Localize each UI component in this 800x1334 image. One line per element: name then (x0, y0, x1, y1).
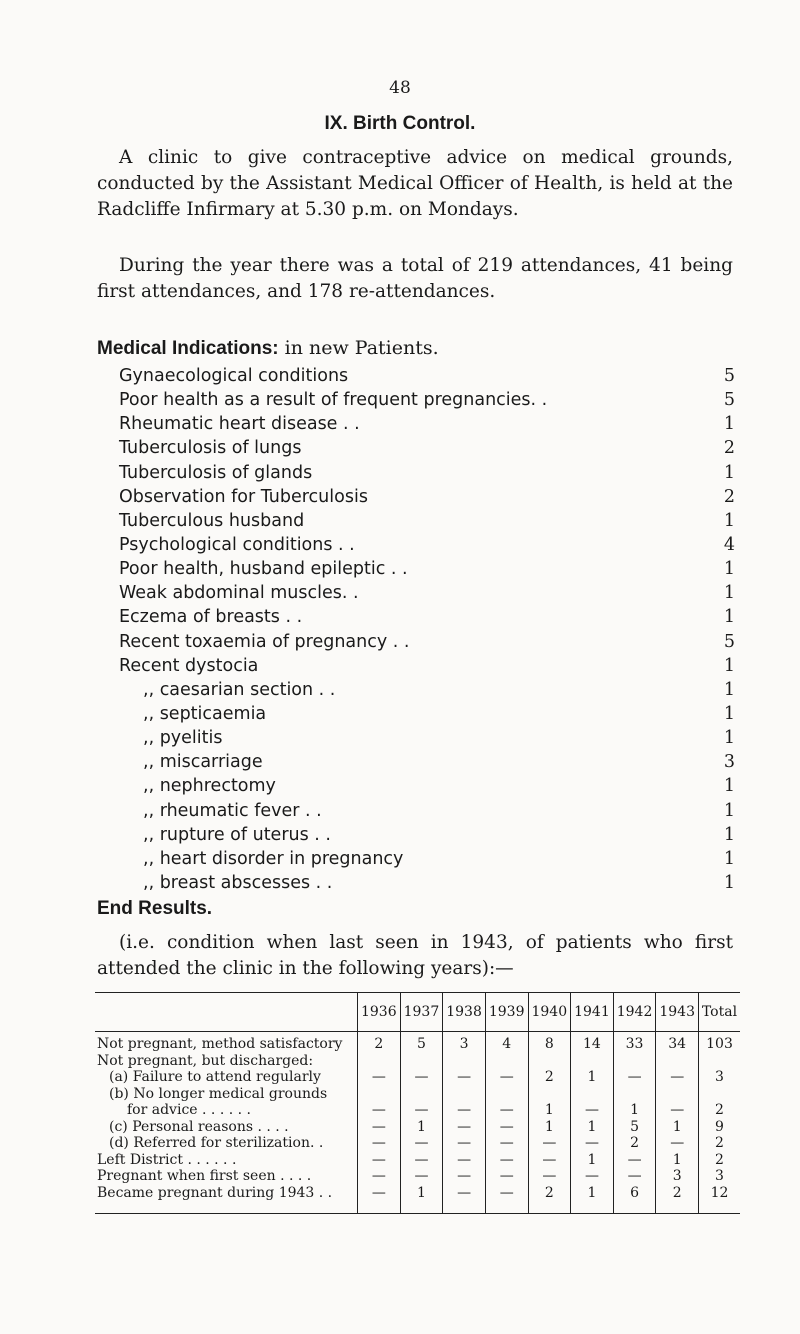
indication-count: 5 (723, 631, 735, 652)
indication-count: 1 (723, 559, 735, 580)
table-cell: — (485, 1135, 528, 1152)
indication-count: 1 (723, 607, 735, 628)
table-cell (656, 1053, 699, 1070)
indication-count: 1 (723, 462, 735, 483)
table-cell: 8 (528, 1032, 571, 1053)
table-cell (443, 1053, 486, 1070)
table-header-cell: 1940 (528, 993, 571, 1032)
row-label: (d) Referred for sterilization. . (109, 1135, 324, 1151)
clinic-paragraph: A clinic to give contraceptive advice on medical grounds, conducted by the Assistant Medical Officer of Health, is held at the Radcliffe Infirmary at 5.30 p.m. on Mondays. (97, 147, 733, 220)
indication-label: ,, pyelitis (143, 728, 223, 749)
indication-row (119, 412, 735, 436)
indication-row (119, 581, 735, 605)
indication-row (119, 871, 735, 895)
table-cell: — (358, 1119, 401, 1136)
table-cell (571, 1086, 614, 1103)
indication-count: 3 (723, 752, 735, 773)
table-cell (699, 1053, 741, 1070)
table-cell: — (613, 1152, 656, 1169)
table-cell: 1 (571, 1152, 614, 1169)
indication-label: ,, septicaemia (143, 703, 267, 724)
table-header-cell: 1937 (400, 993, 443, 1032)
table-cell: — (485, 1152, 528, 1169)
table-cell: — (358, 1185, 401, 1214)
table-cell: — (528, 1135, 571, 1152)
table-cell: 1 (528, 1119, 571, 1136)
table-header-row (95, 993, 740, 1032)
indication-row (119, 847, 735, 871)
table-cell: 2 (699, 1135, 741, 1152)
indication-count: 1 (723, 583, 735, 604)
medical-indications-list (119, 364, 735, 895)
indication-label: Weak abdominal muscles. . (119, 583, 359, 604)
indication-label: ,, heart disorder in pregnancy (143, 848, 404, 869)
indication-row (119, 702, 735, 726)
table-cell: 2 (699, 1102, 741, 1119)
table-cell: 1 (400, 1185, 443, 1214)
table-cell: 2 (656, 1185, 699, 1214)
table-cell: — (485, 1119, 528, 1136)
table-cell: — (443, 1135, 486, 1152)
indication-count: 1 (723, 824, 735, 845)
table-cell: — (358, 1069, 401, 1086)
table-cell: 1 (656, 1119, 699, 1136)
indication-label: Tuberculous husband (119, 510, 305, 531)
table-cell: — (443, 1102, 486, 1119)
indication-count: 1 (723, 800, 735, 821)
indication-label: Gynaecological conditions (119, 366, 349, 386)
indication-row (119, 654, 735, 678)
table-cell: 2 (613, 1135, 656, 1152)
table-header-cell: 1939 (485, 993, 528, 1032)
table-cell: 5 (400, 1032, 443, 1053)
indication-label: Poor health as a result of frequent pregnancies. . (119, 390, 548, 411)
indication-count: 5 (723, 390, 735, 411)
table-cell (613, 1053, 656, 1070)
indication-row (119, 678, 735, 702)
table-cell: — (528, 1152, 571, 1169)
table-cell (656, 1086, 699, 1103)
table-cell: 1 (613, 1102, 656, 1119)
table-cell: 1 (571, 1185, 614, 1214)
row-label: Became pregnant during 1943 . . (97, 1184, 333, 1201)
table-cell (528, 1086, 571, 1103)
indication-row (119, 388, 735, 412)
table-row (95, 1185, 740, 1214)
table-header-cell: 1942 (613, 993, 656, 1032)
table-row (95, 1069, 740, 1086)
indication-label: ,, breast abscesses . . (143, 872, 333, 893)
table-cell: 1 (400, 1119, 443, 1136)
medical-indications-heading-rest: in new Patients. (278, 337, 439, 359)
table-cell: — (485, 1069, 528, 1086)
table-cell: — (571, 1102, 614, 1119)
indication-label: Rheumatic heart disease . . (119, 414, 360, 435)
table-cell: 1 (656, 1152, 699, 1169)
table-cell: 12 (699, 1185, 741, 1214)
indication-label: Tuberculosis of lungs (119, 438, 302, 459)
table-cell: — (656, 1069, 699, 1086)
table-cell: — (358, 1168, 401, 1185)
indication-row (119, 485, 735, 509)
row-label: (c) Personal reasons . . . . (109, 1118, 289, 1135)
table-row (95, 1135, 740, 1152)
table-cell (699, 1086, 741, 1103)
table-cell: 3 (699, 1168, 741, 1185)
table-cell: — (358, 1152, 401, 1169)
table-cell: — (358, 1135, 401, 1152)
indication-count: 2 (723, 486, 735, 507)
row-label: for advice . . . . . . (127, 1102, 251, 1118)
table-header-cell: Total (699, 993, 741, 1032)
table-cell: 4 (485, 1032, 528, 1053)
table-body (95, 1032, 740, 1214)
table-cell: — (443, 1152, 486, 1169)
table-cell (400, 1086, 443, 1103)
indication-label: ,, caesarian section . . (143, 679, 336, 700)
table-cell: — (400, 1152, 443, 1169)
indication-label: ,, rheumatic fever . . (143, 800, 322, 821)
table-cell: — (571, 1168, 614, 1185)
section-title: IX. Birth Control. (324, 113, 476, 134)
end-results-heading: End Results. (97, 898, 213, 919)
table-row (95, 1032, 740, 1053)
row-label: (a) Failure to attend regularly (109, 1069, 321, 1085)
table-cell (485, 1053, 528, 1070)
table-cell: 3 (699, 1069, 741, 1086)
indication-row (119, 364, 735, 388)
table-cell: 9 (699, 1119, 741, 1136)
indication-count: 1 (723, 728, 735, 749)
table-cell: — (400, 1102, 443, 1119)
table-cell: 3 (656, 1168, 699, 1185)
row-label: Not pregnant, method satisfactory (97, 1036, 343, 1052)
table-cell (358, 1086, 401, 1103)
table-cell: — (400, 1168, 443, 1185)
indication-row (119, 557, 735, 581)
table-header-blank (95, 993, 358, 1032)
table-cell (571, 1053, 614, 1070)
indication-count: 2 (723, 438, 735, 459)
table-row (95, 1086, 740, 1103)
indication-row (119, 799, 735, 823)
table-header-cell: 1936 (358, 993, 401, 1032)
indication-row (119, 750, 735, 774)
row-label: Not pregnant, but discharged: (97, 1052, 314, 1069)
indication-count: 1 (723, 872, 735, 893)
table-cell (358, 1053, 401, 1070)
indication-row (119, 533, 735, 557)
table-cell (443, 1086, 486, 1103)
indication-count: 4 (723, 534, 735, 555)
table-row (95, 1119, 740, 1136)
indication-count: 1 (723, 703, 735, 724)
table-cell: — (528, 1168, 571, 1185)
indication-label: Psychological conditions . . (119, 534, 355, 555)
table-cell: 1 (528, 1102, 571, 1119)
table-row (95, 1168, 740, 1185)
table-header-cell: 1941 (571, 993, 614, 1032)
table-cell: 1 (571, 1069, 614, 1086)
table-cell: 2 (699, 1152, 741, 1169)
indication-row (119, 605, 735, 629)
indication-label: ,, miscarriage (143, 752, 263, 773)
indication-row (119, 509, 735, 533)
table-cell: 33 (613, 1032, 656, 1053)
indication-label: ,, rupture of uterus . . (143, 824, 331, 845)
end-results-intro: (i.e. condition when last seen in 1943, of patients who first attended the clinic in the following years):— (97, 932, 733, 979)
medical-indications-heading (97, 337, 439, 360)
indication-count: 1 (723, 510, 735, 531)
indication-label: Eczema of breasts . . (119, 607, 303, 628)
attendance-paragraph: During the year there was a total of 219 attendances, 41 being first attendances, and 178 re-attendances. (97, 255, 733, 302)
indication-label: Tuberculosis of glands (119, 462, 313, 483)
table-cell: — (400, 1135, 443, 1152)
table-row (95, 1053, 740, 1070)
table-cell: — (656, 1135, 699, 1152)
table-cell: 5 (613, 1119, 656, 1136)
indication-row (119, 630, 735, 654)
indication-label: ,, nephrectomy (143, 776, 276, 797)
indication-row (119, 726, 735, 750)
table-cell (613, 1086, 656, 1103)
indication-count: 1 (723, 414, 735, 435)
table-cell: — (443, 1185, 486, 1214)
table-cell: 2 (528, 1185, 571, 1214)
row-label: Left District . . . . . . (97, 1151, 237, 1168)
table-cell: 103 (699, 1032, 741, 1053)
end-results-table (95, 992, 740, 1214)
table-cell: — (613, 1168, 656, 1185)
table-cell: — (613, 1069, 656, 1086)
table-cell: — (358, 1102, 401, 1119)
indication-row (119, 823, 735, 847)
table-cell: 14 (571, 1032, 614, 1053)
indication-row (119, 774, 735, 798)
table-cell: 6 (613, 1185, 656, 1214)
table-cell: 1 (571, 1119, 614, 1136)
table-cell (400, 1053, 443, 1070)
table-cell: — (571, 1135, 614, 1152)
table-cell: 2 (528, 1069, 571, 1086)
table-cell: — (485, 1102, 528, 1119)
indication-row (119, 436, 735, 460)
table-cell: — (485, 1168, 528, 1185)
row-label: (b) No longer medical grounds (109, 1085, 328, 1102)
indication-count: 1 (723, 776, 735, 797)
table-cell: — (443, 1168, 486, 1185)
table-cell: 3 (443, 1032, 486, 1053)
table-cell: — (485, 1185, 528, 1214)
indication-label: Observation for Tuberculosis (119, 486, 368, 507)
table-cell: — (400, 1069, 443, 1086)
table-cell (528, 1053, 571, 1070)
table-row (95, 1152, 740, 1169)
table-cell: — (656, 1102, 699, 1119)
table-cell: 2 (358, 1032, 401, 1053)
table-cell: — (443, 1119, 486, 1136)
row-label: Pregnant when first seen . . . . (97, 1168, 312, 1184)
indication-count: 5 (723, 366, 735, 386)
indication-count: 1 (723, 679, 735, 700)
medical-indications-heading-bold: Medical Indications: (97, 338, 279, 359)
table-cell: 34 (656, 1032, 699, 1053)
indication-label: Recent dystocia (119, 655, 259, 676)
table-cell: — (443, 1069, 486, 1086)
indication-row (119, 461, 735, 485)
page-number: 48 (389, 78, 411, 98)
indication-label: Poor health, husband epileptic . . (119, 559, 408, 580)
table-header-cell: 1943 (656, 993, 699, 1032)
indication-label: Recent toxaemia of pregnancy . . (119, 631, 410, 652)
table-cell (485, 1086, 528, 1103)
table-header-cell: 1938 (443, 993, 486, 1032)
indication-count: 1 (723, 848, 735, 869)
indication-count: 1 (723, 655, 735, 676)
table-row (95, 1102, 740, 1119)
